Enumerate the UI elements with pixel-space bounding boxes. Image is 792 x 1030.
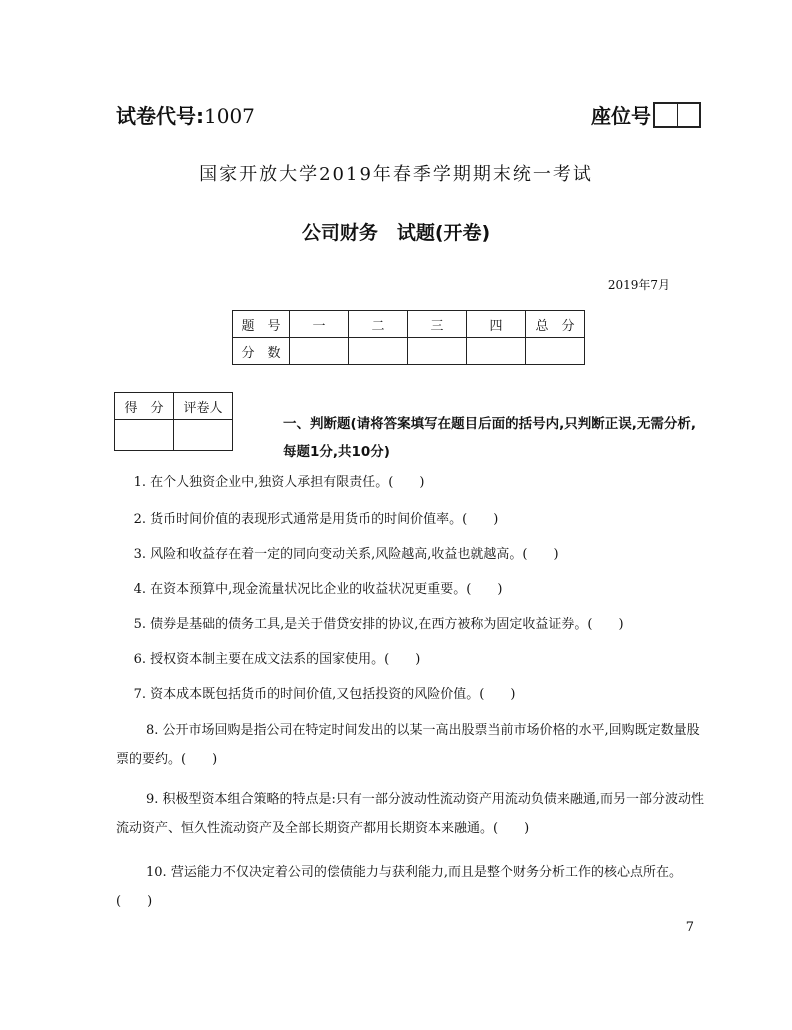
score-cell-total: 总 分: [526, 311, 585, 338]
grader-name-blank: [174, 420, 233, 451]
exam-code-value: 1007: [204, 104, 255, 128]
page-number: 7: [685, 920, 694, 935]
section-title: 一、判断题(请将答案填写在题目后面的括号内,只判断正误,无需分析,每题1分,共10分): [283, 416, 697, 460]
question-item: 2. 货币时间价值的表现形式通常是用货币的时间价值率。( ): [133, 512, 499, 527]
score-blank: [290, 338, 349, 365]
score-cell-q4: 四: [467, 311, 526, 338]
score-table-header-row: [233, 311, 585, 338]
seat-number: [591, 100, 701, 129]
question-item: 8. 公开市场回购是指公司在特定时间发出的以某一高出股票当前市场价格的水平,回购既定数量股票的要约。( ): [116, 723, 700, 767]
question-item: 10. 营运能力不仅决定着公司的偿债能力与获利能力,而且是整个财务分析工作的核心点所在。( ): [116, 865, 682, 909]
grader-name-header: 评卷人: [174, 393, 233, 420]
subject-title: 公司财务 试题(开卷): [301, 222, 491, 244]
score-blank: [408, 338, 467, 365]
question-item: 5. 债券是基础的债务工具,是关于借贷安排的协议,在西方被称为固定收益证券。( ): [133, 617, 624, 632]
exam-code-label: 试卷代号:: [116, 104, 204, 128]
score-cell-q1: 一: [290, 311, 349, 338]
question-item: 9. 积极型资本组合策略的特点是:只有一部分波动性流动资产用流动负债来融通,而另一部分波动性流动资产、恒久性流动资产及全部长期资产都用长期资本来融通。( ): [116, 792, 705, 836]
question-item: 1. 在个人独资企业中,独资人承担有限责任。( ): [133, 475, 425, 490]
score-table-score-row: [233, 338, 585, 365]
question-item: 4. 在资本预算中,现金流量状况比企业的收益状况更重要。( ): [133, 582, 503, 597]
score-table: [232, 310, 585, 365]
question-item: 3. 风险和收益存在着一定的同向变动关系,风险越高,收益也就越高。( ): [133, 547, 559, 562]
question-item: 7. 资本成本既包括货币的时间价值,又包括投资的风险价值。( ): [133, 687, 516, 702]
score-row-label: 分 数: [233, 338, 290, 365]
score-blank: [526, 338, 585, 365]
exam-title: 国家开放大学2019年春季学期期末统一考试: [199, 164, 593, 185]
exam-code: [116, 100, 255, 129]
seat-number-label: 座位号: [591, 104, 651, 128]
score-cell-q3: 三: [408, 311, 467, 338]
seat-number-box: [653, 102, 701, 128]
grader-score-blank: [115, 420, 174, 451]
score-cell-label: 题 号: [233, 311, 290, 338]
grader-table: [114, 392, 233, 451]
score-cell-q2: 二: [349, 311, 408, 338]
question-item: 6. 授权资本制主要在成文法系的国家使用。( ): [133, 652, 421, 667]
grader-score-header: 得 分: [115, 393, 174, 420]
score-blank: [467, 338, 526, 365]
score-blank: [349, 338, 408, 365]
exam-date: 2019年7月: [607, 278, 670, 292]
